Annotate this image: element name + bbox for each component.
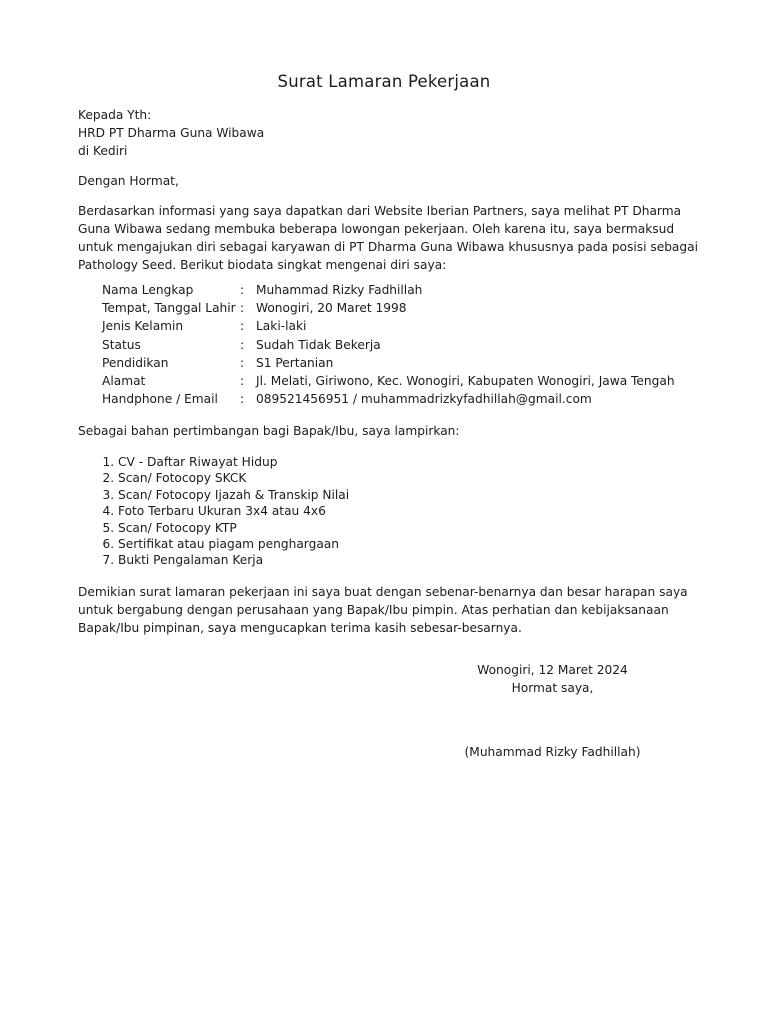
- biodata-colon: :: [240, 283, 245, 297]
- biodata-label: Tempat, Tanggal Lahir: [102, 301, 236, 316]
- signature-name: (Muhammad Rizky Fadhillah): [464, 745, 641, 759]
- biodata-value: 089521456951 / muhammadrizkyfadhillah@gmail.com: [256, 392, 592, 407]
- recipient-line-1: Kepada Yth:: [78, 108, 152, 122]
- biodata-value: Laki-laki: [256, 319, 307, 334]
- biodata-label: Status: [102, 337, 141, 352]
- biodata-row: [102, 317, 675, 335]
- biodata-colon: :: [240, 374, 245, 389]
- attachment-item: 4. Foto Terbaru Ukuran 3x4 atau 4x6: [118, 503, 349, 519]
- biodata-value: S1 Pertanian: [256, 355, 334, 370]
- biodata-row: [102, 299, 675, 317]
- greeting: Dengan Hormat,: [78, 174, 179, 188]
- attachments-intro: Sebagai bahan pertimbangan bagi Bapak/Ibu, saya lampirkan:: [78, 424, 460, 438]
- biodata-row: [102, 372, 675, 390]
- signature-place-date: Wonogiri, 12 Maret 2024: [477, 663, 628, 677]
- biodata-colon: :: [240, 319, 245, 334]
- recipient-line-2: HRD PT Dharma Guna Wibawa: [78, 126, 265, 140]
- biodata-label: Nama Lengkap: [102, 283, 194, 297]
- biodata-label: Jenis Kelamin: [102, 319, 184, 334]
- biodata-colon: :: [240, 355, 245, 370]
- biodata-label: Handphone / Email: [102, 392, 218, 407]
- letter-title: Surat Lamaran Pekerjaan: [277, 72, 491, 91]
- biodata-colon: :: [240, 301, 245, 316]
- attachment-item: 7. Bukti Pengalaman Kerja: [118, 552, 349, 568]
- attachment-item: 6. Sertifikat atau piagam penghargaan: [118, 536, 349, 552]
- attachment-item: 2. Scan/ Fotocopy SKCK: [118, 470, 349, 486]
- biodata-colon: :: [240, 337, 245, 352]
- recipient-block: [78, 106, 698, 160]
- attachment-item: 5. Scan/ Fotocopy KTP: [118, 520, 349, 536]
- attachment-item: 3. Scan/ Fotocopy Ijazah & Transkip Nilai: [118, 487, 349, 503]
- attachment-item: 1. CV - Daftar Riwayat Hidup: [118, 454, 349, 470]
- biodata-row: [102, 281, 675, 299]
- biodata-value: Sudah Tidak Bekerja: [256, 337, 381, 352]
- biodata-row: [102, 336, 675, 354]
- recipient-line-3: di Kediri: [78, 144, 128, 158]
- biodata-colon: :: [240, 392, 245, 407]
- biodata-value: Muhammad Rizky Fadhillah: [256, 283, 423, 297]
- biodata-label: Alamat: [102, 374, 146, 389]
- biodata-label: Pendidikan: [102, 355, 169, 370]
- signature-regards: Hormat saya,: [511, 681, 594, 695]
- attachments-list: [78, 454, 349, 569]
- biodata-row: [102, 390, 675, 408]
- closing-paragraph: Demikian surat lamaran pekerjaan ini saya buat dengan sebenar-benarnya dan besar harapan saya untuk bergabung dengan perusahaan yang Bapak/Ibu pimpin. Atas perhatian dan kebijaksanaan Bapak/Ibu pimpinan, saya mengucapkan terima kasih sebesar-besarnya.: [78, 585, 688, 635]
- biodata-value: Wonogiri, 20 Maret 1998: [256, 301, 407, 316]
- intro-paragraph: Berdasarkan informasi yang saya dapatkan dari Website Iberian Partners, saya melihat PT Dharma Guna Wibawa sedang membuka beberapa lowongan pekerjaan. Oleh karena itu, saya bermaksud untuk mengajukan diri sebagai karyawan di PT Dharma Guna Wibawa khususnya pada posisi sebagai Pathology Seed. Berikut biodata singkat mengenai diri saya:: [78, 204, 698, 272]
- biodata-value: Jl. Melati, Giriwono, Kec. Wonogiri, Kabupaten Wonogiri, Jawa Tengah: [256, 374, 675, 389]
- biodata-row: [102, 354, 675, 372]
- biodata-table: [102, 281, 675, 408]
